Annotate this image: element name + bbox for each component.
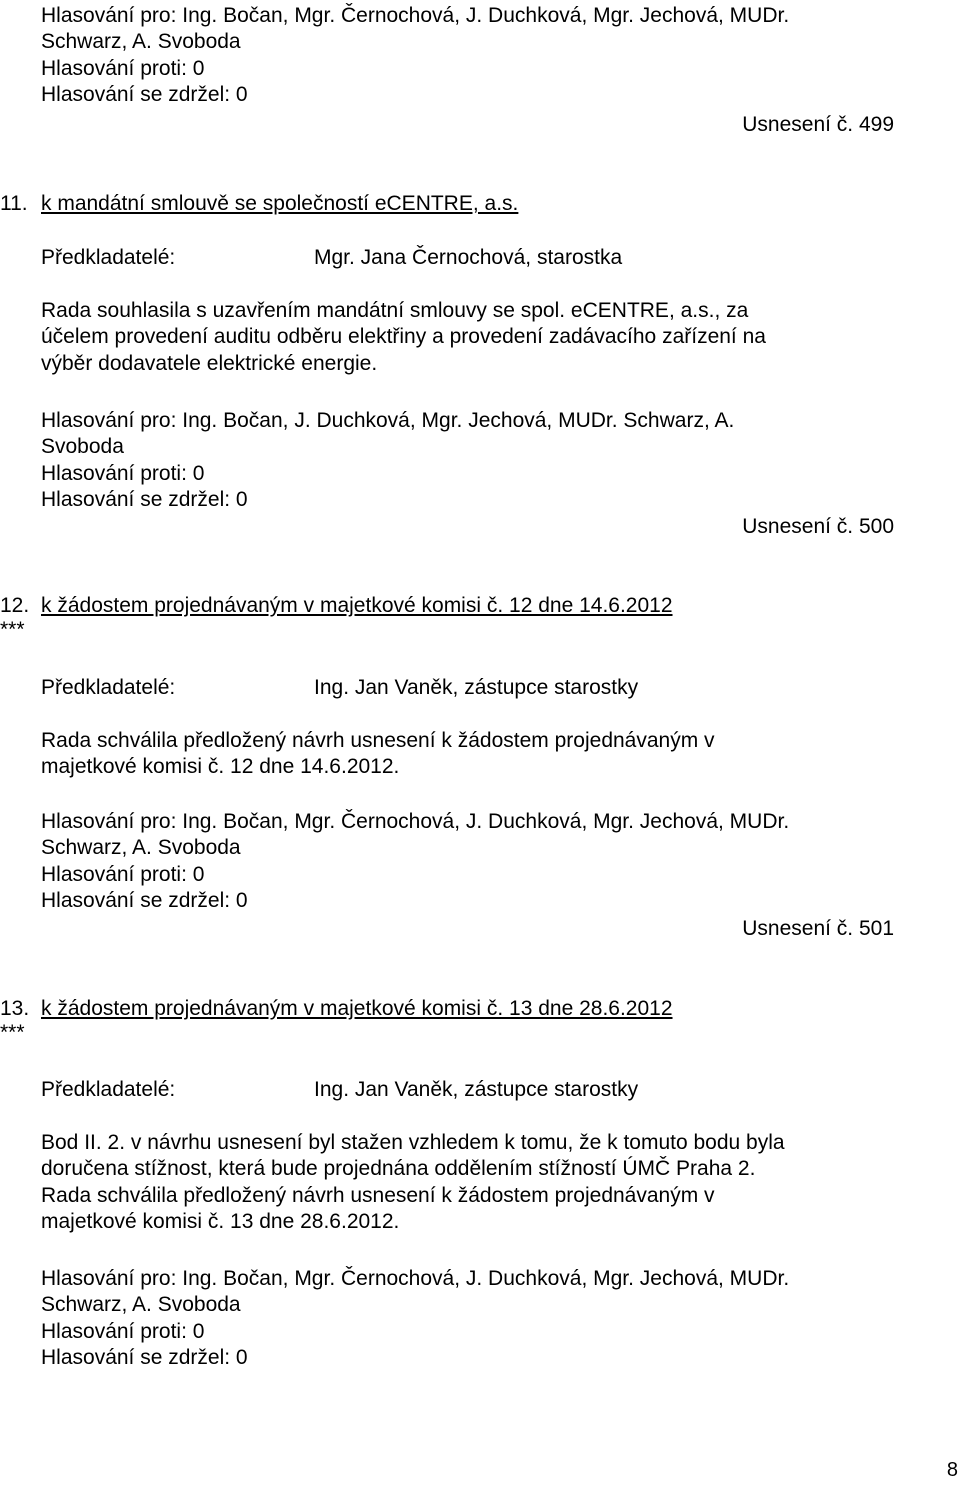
vote-pro-cont: Schwarz, A. Svoboda bbox=[41, 836, 241, 860]
text-line: majetkové komisi č. 12 dne 14.6.2012. bbox=[41, 755, 400, 779]
vote-pro-cont: Schwarz, A. Svoboda bbox=[41, 1293, 241, 1317]
vote-zdrzel: Hlasování se zdržel: 0 bbox=[41, 1346, 248, 1370]
text-line: Bod II. 2. v návrhu usnesení byl stažen vzhledem k tomu, že k tomuto bodu byla bbox=[41, 1131, 785, 1154]
item-title: k mandátní smlouvě se společností eCENTRE, a.s. bbox=[41, 192, 519, 215]
submitters-label: Předkladatelé: bbox=[41, 676, 176, 699]
vote-proti: Hlasování proti: 0 bbox=[41, 862, 205, 886]
text-line: Rada souhlasila s uzavřením mandátní smlouvy se spol. eCENTRE, a.s., za bbox=[41, 299, 749, 322]
item-text bbox=[41, 1130, 901, 1236]
voting-block bbox=[41, 408, 901, 514]
text-line: doručena stížnost, která bude projednána oddělením stížností ÚMČ Praha 2. bbox=[41, 1157, 756, 1181]
vote-proti: Hlasování proti: 0 bbox=[41, 461, 205, 485]
resolution-number: Usnesení č. 499 bbox=[742, 113, 894, 136]
vote-pro-cont: Schwarz, A. Svoboda bbox=[41, 30, 241, 54]
vote-proti: Hlasování proti: 0 bbox=[41, 56, 205, 80]
voting-block bbox=[41, 809, 901, 915]
item-title: k žádostem projednávaným v majetkové komisi č. 13 dne 28.6.2012 bbox=[41, 997, 673, 1020]
submitters-value: Ing. Jan Vaněk, zástupce starostky bbox=[314, 1078, 639, 1101]
item-title: k žádostem projednávaným v majetkové komisi č. 12 dne 14.6.2012 bbox=[41, 594, 673, 617]
submitters-label: Předkladatelé: bbox=[41, 1078, 176, 1101]
vote-zdrzel: Hlasování se zdržel: 0 bbox=[41, 488, 248, 512]
vote-pro-cont: Svoboda bbox=[41, 435, 124, 459]
text-line: Rada schválila předložený návrh usnesení k žádostem projednávaným v bbox=[41, 729, 715, 752]
item-stars: *** bbox=[0, 618, 25, 641]
item-text bbox=[41, 728, 901, 781]
text-line: Rada schválila předložený návrh usnesení k žádostem projednávaným v bbox=[41, 1183, 715, 1207]
vote-pro: Hlasování pro: Ing. Bočan, J. Duchková, Mgr. Jechová, MUDr. Schwarz, A. bbox=[41, 409, 735, 432]
submitters-value: Mgr. Jana Černochová, starostka bbox=[314, 246, 623, 269]
submitters-value: Ing. Jan Vaněk, zástupce starostky bbox=[314, 676, 639, 699]
item-text bbox=[41, 298, 901, 377]
resolution-number: Usnesení č. 500 bbox=[742, 515, 894, 538]
vote-pro: Hlasování pro: Ing. Bočan, Mgr. Černochová, J. Duchková, Mgr. Jechová, MUDr. bbox=[41, 810, 790, 833]
text-line: účelem provedení auditu odběru elektřiny a provedení zadávacího zařízení na bbox=[41, 325, 766, 349]
vote-zdrzel: Hlasování se zdržel: 0 bbox=[41, 889, 248, 913]
text-line: majetkové komisi č. 13 dne 28.6.2012. bbox=[41, 1210, 400, 1234]
submitters-label: Předkladatelé: bbox=[41, 246, 176, 269]
voting-block bbox=[41, 1266, 901, 1372]
vote-zdrzel: Hlasování se zdržel: 0 bbox=[41, 83, 248, 107]
item-number: 11. bbox=[0, 192, 28, 215]
page-number: 8 bbox=[946, 1459, 958, 1481]
item-number: 12. bbox=[0, 594, 30, 617]
item-stars: *** bbox=[0, 1021, 25, 1044]
text-line: výběr dodavatele elektrické energie. bbox=[41, 351, 378, 375]
vote-pro: Hlasování pro: Ing. Bočan, Mgr. Černochová, J. Duchková, Mgr. Jechová, MUDr. bbox=[41, 4, 790, 27]
resolution-number: Usnesení č. 501 bbox=[742, 917, 894, 940]
vote-proti: Hlasování proti: 0 bbox=[41, 1319, 205, 1343]
top-voting-block bbox=[41, 3, 901, 109]
item-number: 13. bbox=[0, 997, 30, 1020]
vote-pro: Hlasování pro: Ing. Bočan, Mgr. Černochová, J. Duchková, Mgr. Jechová, MUDr. bbox=[41, 1267, 790, 1290]
